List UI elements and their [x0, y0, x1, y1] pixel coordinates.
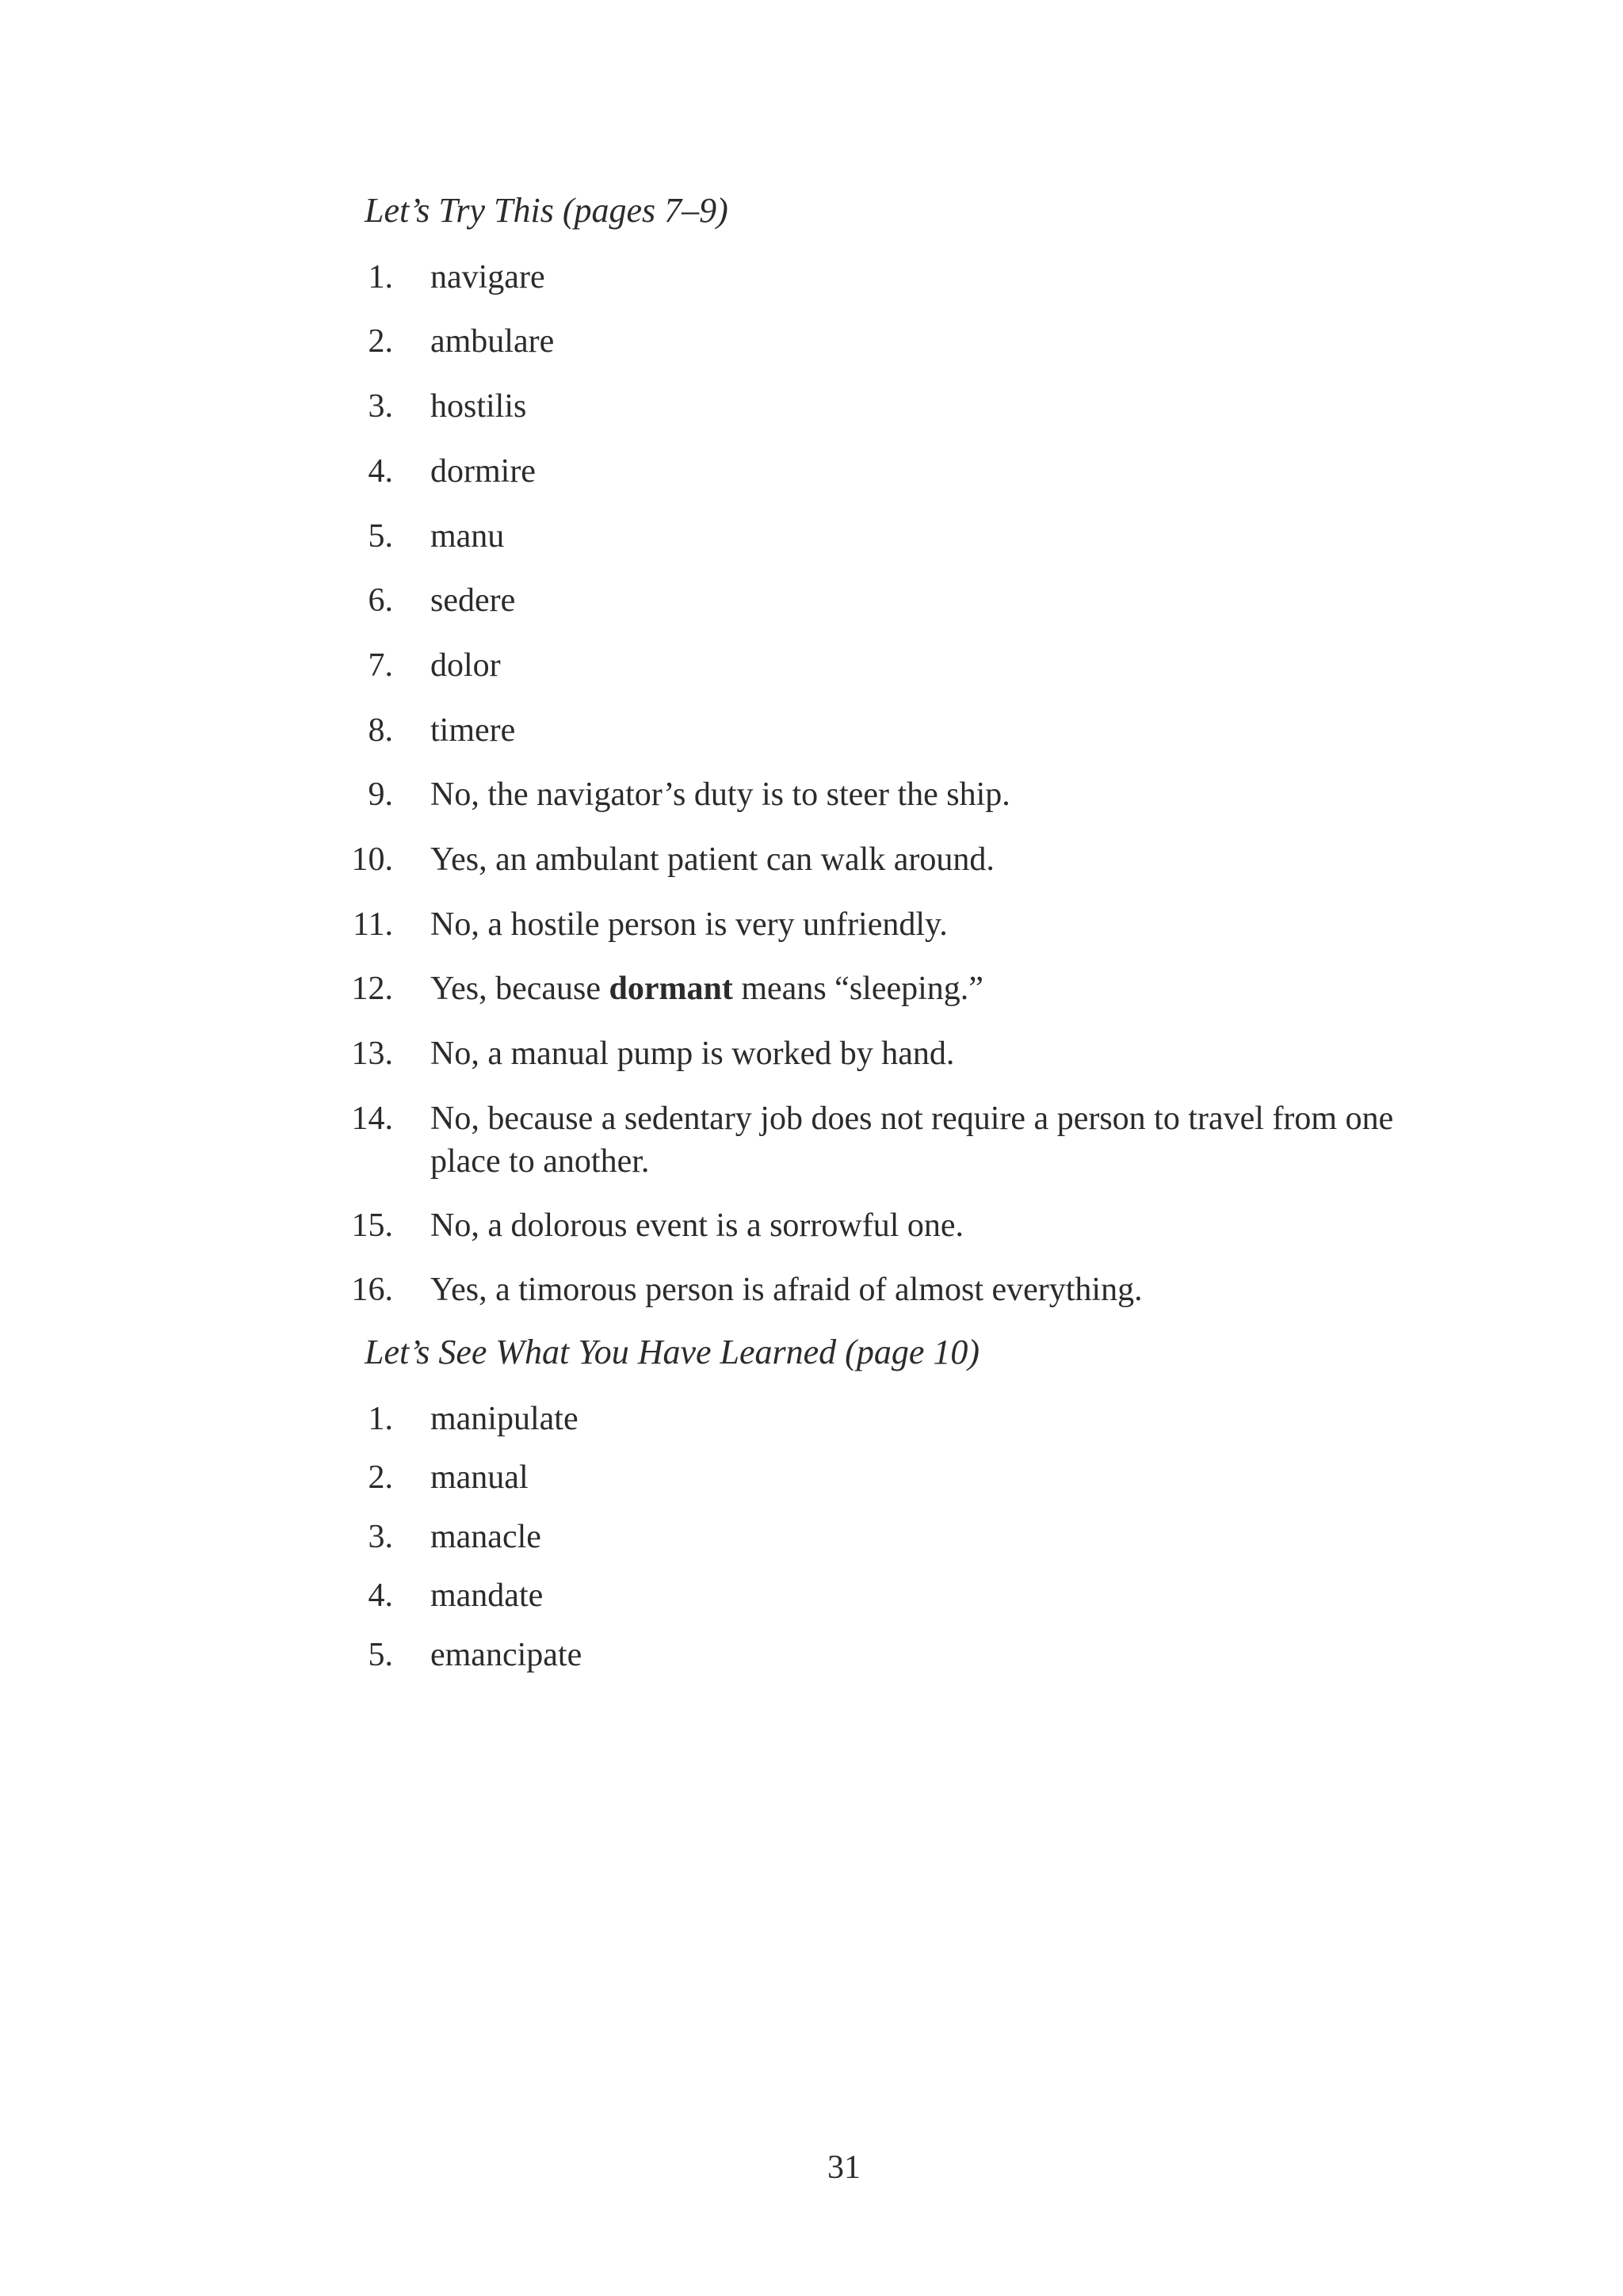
item-text: No, a dolorous event is a sorrowful one. [430, 1207, 964, 1244]
item-text: No, the navigator’s duty is to steer the ship. [430, 776, 1010, 813]
item-text: Yes, a timorous person is afraid of almost everything. [430, 1272, 1143, 1308]
item-number: 5. [368, 518, 393, 555]
item-text: No, because a sedentary job does not require a person to travel from one place to another. [430, 1100, 1394, 1180]
item-text: Yes, an ambulant patient can walk around. [430, 841, 995, 878]
item-number: 2. [368, 323, 393, 360]
item-text [430, 967, 1421, 1010]
section-heading-lets-see-what-you-have-learned: Let’s See What You Have Learned (page 10) [365, 1333, 980, 1371]
section-heading-lets-try-this: Let’s Try This (pages 7–9) [365, 191, 728, 230]
item-number: 3. [368, 1519, 393, 1555]
item-text: emancipate [430, 1637, 582, 1673]
item-text: manipulate [430, 1401, 579, 1437]
item-text: No, a manual pump is worked by hand. [430, 1035, 955, 1072]
item-number: 8. [368, 712, 393, 749]
item-number: 4. [368, 453, 393, 490]
item-number: 5. [368, 1637, 393, 1673]
item-number: 12. [351, 971, 393, 1007]
page-number: 31 [827, 2149, 861, 2186]
item-text-after: means “sleeping.” [732, 971, 983, 1007]
item-text: dormire [430, 453, 536, 490]
item-number: 13. [351, 1035, 393, 1072]
item-text: dolor [430, 647, 501, 684]
item-text: navigare [430, 259, 545, 296]
item-text: No, a hostile person is very unfriendly. [430, 906, 948, 943]
item-text: mandate [430, 1577, 544, 1614]
item-text: timere [430, 712, 516, 749]
item-text: manual [430, 1459, 529, 1496]
item-number: 1. [368, 259, 393, 296]
item-text: sedere [430, 582, 516, 619]
item-number: 11. [353, 906, 393, 943]
item-number: 3. [368, 388, 393, 425]
item-text: ambulare [430, 323, 555, 360]
item-text: manu [430, 518, 505, 555]
item-number: 10. [351, 841, 393, 878]
item-number: 4. [368, 1577, 393, 1614]
item-text-before: Yes, because [430, 971, 609, 1007]
item-number: 15. [351, 1207, 393, 1244]
item-number: 14. [351, 1100, 393, 1137]
item-number: 6. [368, 582, 393, 619]
item-text: manacle [430, 1519, 541, 1555]
item-number: 2. [368, 1459, 393, 1496]
item-number: 9. [368, 776, 393, 813]
item-number: 7. [368, 647, 393, 684]
item-text: hostilis [430, 388, 527, 425]
item-number: 16. [351, 1272, 393, 1308]
item-number: 1. [368, 1401, 393, 1437]
bold-term: dormant [609, 971, 733, 1007]
